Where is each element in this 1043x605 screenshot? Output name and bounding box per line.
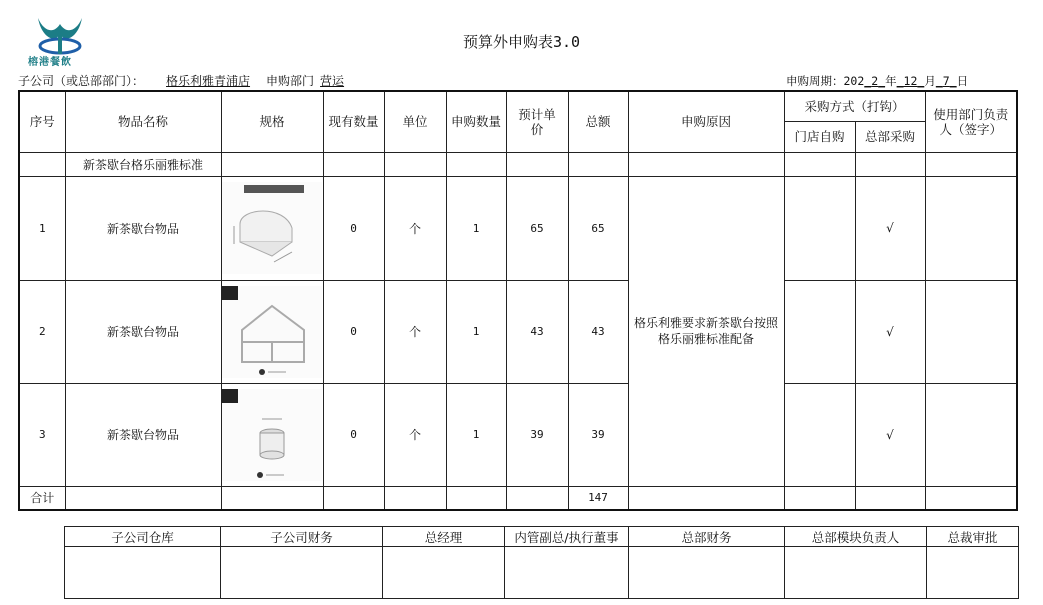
header-request-qty: 申购数量 [446, 91, 506, 152]
purchase-reason: 格乐利雅要求新茶歇台按照格乐丽雅标准配备 [628, 176, 784, 486]
grand-total: 147 [568, 486, 628, 510]
header-total: 总额 [568, 91, 628, 152]
header-current-qty: 现有数量 [323, 91, 384, 152]
header-unit: 单位 [384, 91, 446, 152]
sign-label-sub-finance: 子公司财务 [221, 527, 383, 547]
row-request-qty: 1 [446, 176, 506, 280]
header-store-purchase: 门店自购 [784, 121, 855, 152]
header-item-name: 物品名称 [65, 91, 221, 152]
header-purchase-method: 采购方式（打钩） [784, 91, 925, 121]
dept-value: 营运 [320, 74, 345, 88]
header-dept-head: 使用部门负责人（签字） [925, 91, 1017, 152]
group-label: 新茶歇台格乐丽雅标准 [65, 152, 221, 176]
row-request-qty: 1 [446, 280, 506, 383]
sign-box [505, 547, 629, 599]
row-unit-price: 39 [506, 383, 568, 486]
sign-label-ceo: 总裁审批 [927, 527, 1019, 547]
year-value: _2_ [864, 74, 886, 88]
header-unit-price: 预计单价 [506, 91, 568, 152]
sign-label-hq-finance: 总部财务 [629, 527, 785, 547]
company-label: 子公司（或总部部门）： [18, 74, 145, 88]
row-store-check [784, 280, 855, 383]
table-row [19, 280, 1017, 383]
row-item-name: 新茶歇台物品 [65, 176, 221, 280]
period-label: 申购周期： [786, 74, 844, 88]
total-row [19, 486, 1017, 510]
table-row [19, 176, 1017, 280]
row-seq: 3 [19, 383, 65, 486]
row-total: 39 [568, 383, 628, 486]
month-label: 月 [924, 74, 936, 88]
sign-label-gm: 总经理 [383, 527, 505, 547]
row-unit: 个 [384, 383, 446, 486]
table-row [19, 383, 1017, 486]
row-unit: 个 [384, 176, 446, 280]
period-info [786, 73, 968, 89]
row-total: 43 [568, 280, 628, 383]
logo-text: 榕港餐飲 [28, 57, 72, 68]
product-image-arch-shelf [222, 182, 322, 274]
month-value: _12_ [896, 74, 925, 88]
row-spec-image [221, 280, 323, 383]
row-dept-signature [925, 176, 1017, 280]
row-current-qty: 0 [323, 176, 384, 280]
row-store-check [784, 383, 855, 486]
dept-label: 申购部门 [266, 74, 315, 88]
sign-box [629, 547, 785, 599]
row-unit-price: 43 [506, 280, 568, 383]
page-title: 预算外申购表3.0 [462, 33, 581, 51]
product-image-house-shelf [222, 286, 322, 378]
dept-value-field [314, 74, 350, 88]
sign-label-vp: 内管副总/执行董事 [505, 527, 629, 547]
day-label: 日 [956, 74, 969, 88]
row-seq: 1 [19, 176, 65, 280]
sign-box [65, 547, 221, 599]
sign-box [383, 547, 505, 599]
sign-box [221, 547, 383, 599]
row-dept-signature [925, 280, 1017, 383]
row-dept-signature [925, 383, 1017, 486]
day-value: _7_ [935, 74, 957, 88]
sign-label-module-head: 总部模块负责人 [785, 527, 927, 547]
total-label: 合计 [19, 486, 65, 510]
row-hq-check: √ [855, 383, 925, 486]
row-item-name: 新茶歇台物品 [65, 383, 221, 486]
row-hq-check: √ [855, 176, 925, 280]
year-label: 年 [885, 74, 897, 88]
company-value: 格乐利雅青浦店 [166, 74, 251, 88]
row-current-qty: 0 [323, 383, 384, 486]
row-unit-price: 65 [506, 176, 568, 280]
header-hq-purchase: 总部采购 [855, 121, 925, 152]
group-row [19, 152, 1017, 176]
signature-table [64, 526, 1019, 599]
header-spec: 规格 [221, 91, 323, 152]
row-spec-image [221, 176, 323, 280]
row-total: 65 [568, 176, 628, 280]
sign-box [785, 547, 927, 599]
row-request-qty: 1 [446, 383, 506, 486]
product-image-cylinder-stand [222, 389, 322, 481]
row-spec-image [221, 383, 323, 486]
purchase-table [18, 90, 1018, 511]
row-unit: 个 [384, 280, 446, 383]
row-store-check [784, 176, 855, 280]
header-seq: 序号 [19, 91, 65, 152]
company-value-field [144, 74, 266, 88]
sign-label-sub-warehouse: 子公司仓库 [65, 527, 221, 547]
row-hq-check: √ [855, 280, 925, 383]
sign-box [927, 547, 1019, 599]
row-seq: 2 [19, 280, 65, 383]
row-item-name: 新茶歇台物品 [65, 280, 221, 383]
period-prefix: 202 [843, 74, 865, 88]
company-info [18, 72, 350, 89]
row-current-qty: 0 [323, 280, 384, 383]
header-reason: 申购原因 [628, 91, 784, 152]
